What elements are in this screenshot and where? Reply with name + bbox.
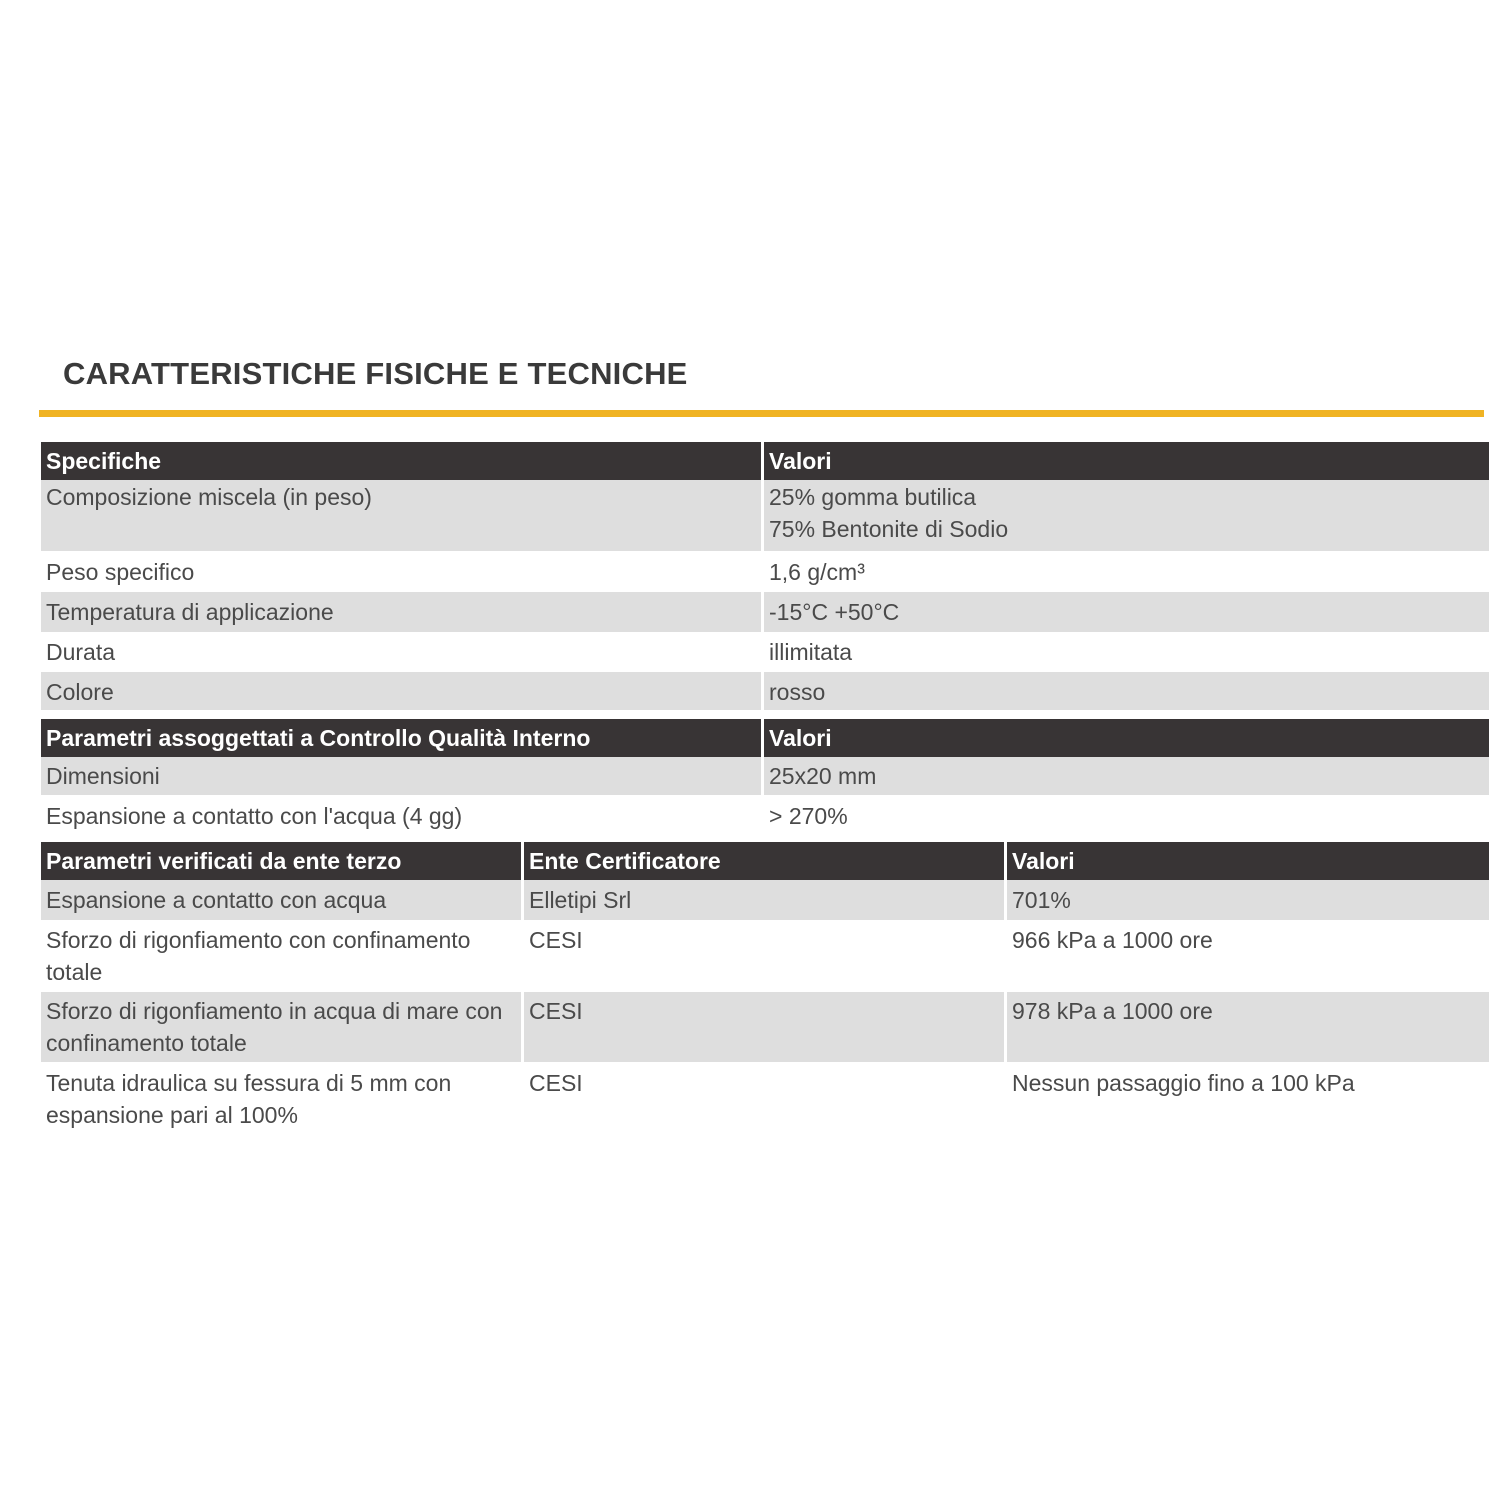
table-row: [41, 1062, 1489, 1136]
table-row: [41, 480, 1489, 551]
spec-label: Colore: [41, 672, 761, 710]
certifier-value: CESI: [524, 1062, 1004, 1136]
table-header-row: [41, 842, 1489, 880]
table-row: [41, 920, 1489, 992]
spec-value: 1,6 g/cm³: [764, 551, 1489, 592]
table-header-row: [41, 442, 1489, 480]
specs-table: [41, 442, 1489, 710]
accent-divider: [39, 410, 1484, 417]
table-row: [41, 992, 1489, 1062]
spec-label: Durata: [41, 632, 761, 672]
header-cell: Parametri verificati da ente terzo: [41, 842, 521, 880]
table-row: [41, 795, 1489, 839]
spec-label: Peso specifico: [41, 551, 761, 592]
param-value: 978 kPa a 1000 ore: [1007, 992, 1489, 1062]
table-row: [41, 757, 1489, 795]
spec-value: illimitata: [764, 632, 1489, 672]
table-row: [41, 672, 1489, 710]
third-party-table: [41, 842, 1489, 1136]
table-row: [41, 551, 1489, 592]
spec-label: Espansione a contatto con l'acqua (4 gg): [41, 795, 761, 839]
header-cell: Specifiche: [41, 442, 761, 480]
param-label: Sforzo di rigonfiamento con confinamento totale: [41, 920, 521, 992]
spec-label: Temperatura di applicazione: [41, 592, 761, 632]
spec-value: 25x20 mm: [764, 757, 1489, 795]
spec-value: rosso: [764, 672, 1489, 710]
certifier-value: Elletipi Srl: [524, 880, 1004, 920]
spec-value: -15°C +50°C: [764, 592, 1489, 632]
param-value: Nessun passaggio fino a 100 kPa: [1007, 1062, 1489, 1136]
table-header-row: [41, 719, 1489, 757]
spec-label: Dimensioni: [41, 757, 761, 795]
certifier-value: CESI: [524, 992, 1004, 1062]
param-value: 701%: [1007, 880, 1489, 920]
header-cell: Parametri assoggettati a Controllo Qualità Interno: [41, 719, 761, 757]
header-cell: Valori: [1007, 842, 1489, 880]
param-label: Sforzo di rigonfiamento in acqua di mare con confinamento totale: [41, 992, 521, 1062]
spec-value: > 270%: [764, 795, 1489, 839]
page-title: CARATTERISTICHE FISICHE E TECNICHE: [63, 356, 688, 391]
param-value: 966 kPa a 1000 ore: [1007, 920, 1489, 992]
certifier-value: CESI: [524, 920, 1004, 992]
table-row: [41, 592, 1489, 632]
param-label: Tenuta idraulica su fessura di 5 mm con espansione pari al 100%: [41, 1062, 521, 1136]
header-cell: Valori: [764, 442, 1489, 480]
header-cell: Ente Certificatore: [524, 842, 1004, 880]
spec-label: Composizione miscela (in peso): [41, 480, 761, 551]
header-cell: Valori: [764, 719, 1489, 757]
table-row: [41, 880, 1489, 920]
param-label: Espansione a contatto con acqua: [41, 880, 521, 920]
quality-control-table: [41, 719, 1489, 839]
spec-value: 25% gomma butilica 75% Bentonite di Sodio: [764, 480, 1489, 551]
table-row: [41, 632, 1489, 672]
